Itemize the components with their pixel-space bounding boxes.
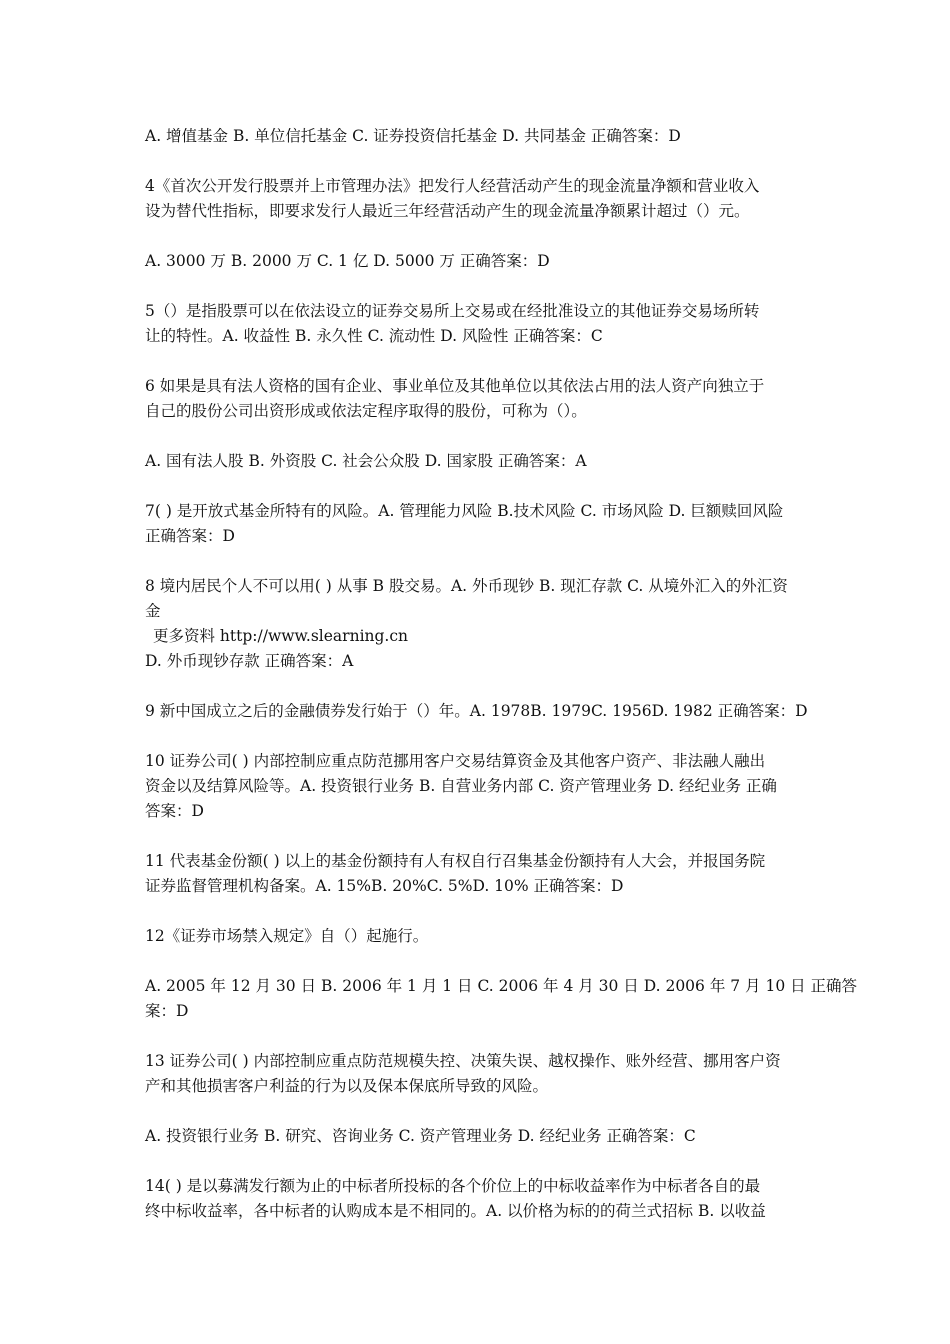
promo-link-text: 更多资料 http://www.slearning.cn (153, 627, 409, 645)
text-line: 5（）是指股票可以在依法设立的证券交易所上交易或在经批准设立的其他证券交易场所转 (145, 302, 760, 320)
answer-options-13 (145, 1124, 809, 1149)
text-line: A. 投资银行业务 B. 研究、咨询业务 C. 资产管理业务 D. 经纪业务 正确答案：C (145, 1127, 696, 1145)
text-line: 12《证券市场禁入规定》自（）起施行。 (145, 927, 429, 945)
text-line: 6 如果是具有法人资格的国有企业、事业单位及其他单位以其依法占用的法人资产向独立于 (145, 377, 765, 395)
text-line: 设为替代性指标，即要求发行人最近三年经营活动产生的现金流量净额累计超过（）元。 (145, 202, 750, 220)
text-line: D. 外币现钞存款 正确答案：A (145, 652, 354, 670)
text-line: 让的特性。A. 收益性 B. 永久性 C. 流动性 D. 风险性 正确答案：C (145, 327, 603, 345)
question-13 (145, 1049, 809, 1099)
text-line: 资金以及结算风险等。A. 投资银行业务 B. 自营业务内部 C. 资产管理业务 D. 经纪业务 正确 (145, 777, 777, 795)
text-line: 金 (145, 602, 161, 620)
text-line: 11 代表基金份额( ) 以上的基金份额持有人有权自行召集基金份额持有人大会，并报国务院 (145, 852, 766, 870)
question-8 (145, 574, 809, 674)
question-10 (145, 749, 809, 824)
text-line: 自己的股份公司出资形成或依法定程序取得的股份，可称为（）。 (145, 402, 587, 420)
answer-options-12 (145, 974, 858, 1024)
text-line: A. 2005 年 12 月 30 日 B. 2006 年 1 月 1 日 C. 2006 年 4 月 30 日 D. 2006 年 7 月 10 日 正确答 (145, 977, 858, 995)
question-7 (145, 499, 809, 549)
question-6 (145, 374, 809, 424)
question-14 (145, 1174, 809, 1224)
text-line: 产和其他损害客户利益的行为以及保本保底所导致的风险。 (145, 1077, 549, 1095)
question-9 (145, 699, 809, 724)
text-line: 13 证券公司( ) 内部控制应重点防范规模失控、决策失误、越权操作、账外经营、挪用客户资 (145, 1052, 781, 1070)
text-line: 答案：D (145, 802, 204, 820)
document-body (145, 124, 858, 1249)
question-4 (145, 174, 809, 224)
answer-options-4 (145, 249, 809, 274)
question-12 (145, 924, 809, 949)
text-line: 10 证券公司( ) 内部控制应重点防范挪用客户交易结算资金及其他客户资产、非法融人融出 (145, 752, 766, 770)
text-line: A. 增值基金 B. 单位信托基金 C. 证券投资信托基金 D. 共同基金 正确答案：D (145, 127, 681, 145)
question-5 (145, 299, 809, 349)
text-line: 7( ) 是开放式基金所特有的风险。A. 管理能力风险 B.技术风险 C. 市场风险 D. 巨额赎回风险 (145, 502, 784, 520)
text-line: 4《首次公开发行股票并上市管理办法》把发行人经营活动产生的现金流量净额和营业收入 (145, 177, 760, 195)
text-line: 正确答案：D (145, 527, 235, 545)
text-line: 案：D (145, 1002, 189, 1020)
text-line: A. 3000 万 B. 2000 万 C. 1 亿 D. 5000 万 正确答案：D (145, 252, 550, 270)
answer-options-3 (145, 124, 809, 149)
text-line: 9 新中国成立之后的金融债券发行始于（）年。A. 1978B. 1979C. 1956D. 1982 正确答案：D (145, 702, 808, 720)
text-line: 8 境内居民个人不可以用( ) 从事 B 股交易。A. 外币现钞 B. 现汇存款 C. 从境外汇入的外汇资 (145, 577, 788, 595)
question-11 (145, 849, 809, 899)
text-line: 终中标收益率，各中标者的认购成本是不相同的。A. 以价格为标的的荷兰式招标 B. 以收益 (145, 1202, 766, 1220)
text-line: A. 国有法人股 B. 外资股 C. 社会公众股 D. 国家股 正确答案：A (145, 452, 587, 470)
text-line: 14( ) 是以募满发行额为止的中标者所投标的各个价位上的中标收益率作为中标者各自的最 (145, 1177, 761, 1195)
answer-options-6 (145, 449, 809, 474)
text-line: 证券监督管理机构备案。A. 15%B. 20%C. 5%D. 10% 正确答案：D (145, 877, 624, 895)
